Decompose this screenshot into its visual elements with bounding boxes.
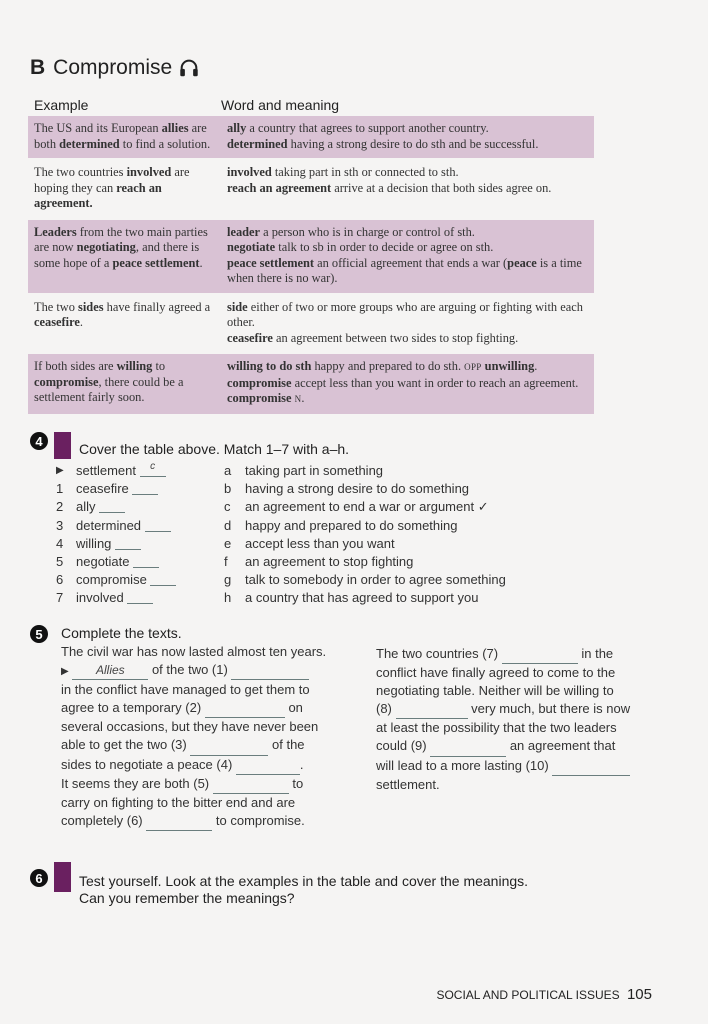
- table-row: [28, 220, 594, 293]
- answer-blank[interactable]: [133, 553, 159, 568]
- text-fragment: completely (6): [61, 812, 143, 828]
- option-text: having a strong desire to do something: [245, 481, 470, 497]
- answer-blank[interactable]: [127, 589, 153, 604]
- item-number: 7: [56, 590, 64, 606]
- match-meanings-list: [224, 462, 506, 608]
- blank-6[interactable]: [146, 812, 212, 831]
- option-text: accept less than you want: [245, 535, 395, 551]
- match-item: [56, 571, 176, 589]
- section-heading: [30, 56, 200, 80]
- exercise-4-instruction: Cover the table above. Match 1–7 with a–h.: [79, 441, 350, 457]
- item-word: involved: [76, 590, 128, 606]
- example-cell: [28, 220, 221, 293]
- vocab-term: negotiate: [227, 240, 276, 254]
- option-letter: c: [224, 499, 231, 515]
- text-run: , and there is some hope of a: [34, 240, 200, 270]
- text-fragment: an agreement that: [509, 738, 616, 754]
- blank-1[interactable]: [231, 661, 309, 680]
- vocab-term: peace settlement: [112, 255, 200, 270]
- item-number: 6: [56, 572, 64, 588]
- item-number: 1: [56, 481, 64, 497]
- vocab-term: compromise: [227, 375, 292, 390]
- match-words-list: [56, 462, 176, 608]
- meaning-line: [227, 121, 588, 137]
- example-cell: [28, 354, 221, 414]
- meaning-line: [227, 376, 588, 408]
- vocab-term: reach an agreement.: [34, 180, 162, 210]
- match-option: [224, 535, 506, 553]
- text-run: are hoping they can: [34, 165, 190, 195]
- blank-5[interactable]: [213, 775, 289, 794]
- exercise-5-instruction: Complete the texts.: [61, 625, 182, 641]
- vocab-term: determined: [59, 136, 120, 151]
- vocab-term: peace settlement: [227, 255, 315, 270]
- vocab-term: side: [227, 299, 248, 314]
- exercise-5-header: [30, 625, 182, 643]
- text-fragment: on: [288, 700, 303, 716]
- text-run: from the two main parties are now: [34, 224, 208, 254]
- match-option: [224, 517, 506, 535]
- item-word: willing: [76, 535, 116, 551]
- meaning-line: [227, 165, 588, 181]
- text-line: several occasions, but they have never been: [61, 719, 319, 735]
- text-run: N: [294, 394, 302, 404]
- text-run: The two: [34, 299, 79, 314]
- text-fragment: very much, but there is now: [471, 701, 631, 717]
- item-number: 3: [56, 517, 64, 533]
- table-row: [28, 116, 594, 158]
- option-text: a country that has agreed to support you: [245, 590, 479, 606]
- section-letter: B: [30, 56, 46, 79]
- text-run: .: [199, 255, 203, 270]
- text-fragment: will lead to a more lasting (10): [376, 757, 549, 773]
- meaning-line: [227, 225, 588, 241]
- text-right: [376, 645, 656, 794]
- vocab-term: willing: [116, 359, 153, 373]
- option-letter: d: [224, 517, 232, 533]
- answer-blank[interactable]: c: [140, 462, 166, 477]
- example-cell: [28, 295, 221, 353]
- text-fragment: It seems they are both (5): [61, 775, 210, 791]
- match-item: [56, 498, 176, 516]
- blank-9[interactable]: [430, 737, 506, 756]
- text-run: to: [152, 359, 166, 373]
- match-option: [224, 589, 506, 607]
- text-run: , there could be a settlement fairly soon.: [34, 374, 184, 404]
- exercise-number: 5: [30, 625, 48, 643]
- blank-7[interactable]: [502, 645, 578, 664]
- vocab-term: ally: [227, 121, 247, 135]
- text-line: conflict have finally agreed to come to the: [376, 665, 616, 681]
- option-letter: a: [224, 463, 232, 478]
- meaning-line: [227, 331, 588, 347]
- answer-blank[interactable]: [99, 498, 125, 513]
- answer-blank[interactable]: [145, 517, 171, 532]
- answer-blank[interactable]: [132, 480, 158, 495]
- text-line: [61, 775, 351, 794]
- page-number: 105: [626, 986, 652, 1003]
- text-run: OPP: [464, 362, 482, 372]
- option-letter: f: [224, 554, 228, 570]
- text-line: settlement.: [376, 776, 440, 792]
- text-line: at least the possibility that the two leaders: [376, 720, 617, 736]
- text-fragment: The two countries (7): [376, 646, 499, 661]
- match-option: [224, 498, 506, 516]
- vocab-term: willing to do sth: [227, 359, 312, 373]
- text-line: in the conflict have managed to get them to: [61, 682, 310, 698]
- vocab-term: leader: [227, 224, 261, 239]
- meaning-cell: [221, 160, 594, 218]
- example-cell: [28, 160, 221, 218]
- item-number: 5: [56, 554, 64, 570]
- text-fragment: could (9): [376, 738, 427, 754]
- item-number: 2: [56, 499, 64, 515]
- match-option: [224, 462, 506, 480]
- item-word: compromise: [76, 572, 151, 588]
- text-run: If both sides are: [34, 359, 117, 373]
- vocab-term: unwilling: [484, 359, 535, 373]
- match-item: [56, 589, 176, 607]
- vocab-term: sides: [78, 299, 104, 314]
- option-text: an agreement to end a war or argument ✓: [245, 499, 489, 515]
- exercise-4-header: [30, 432, 349, 459]
- vocab-term: compromise: [34, 374, 99, 389]
- text-line: [376, 757, 656, 776]
- text-fragment: to: [292, 775, 304, 791]
- exercise-6-instruction: [79, 873, 528, 907]
- meaning-line: [227, 181, 588, 197]
- text-run: an agreement between two sides to stop fighting.: [272, 330, 519, 345]
- answer-blank[interactable]: [115, 535, 141, 550]
- exercise-number: 4: [30, 432, 48, 450]
- text-run: is a time when there is no war).: [227, 255, 582, 285]
- meaning-line: [227, 137, 588, 153]
- option-letter: e: [224, 535, 232, 551]
- text-line: [61, 756, 351, 775]
- text-run: taking part in sth or connected to sth.: [271, 165, 459, 179]
- text-run: to find a solution.: [119, 136, 211, 151]
- cover-card-icon: [54, 432, 71, 459]
- vocabulary-table: [28, 116, 594, 414]
- item-number: 4: [56, 535, 64, 551]
- column-header-example: Example: [34, 97, 89, 113]
- text-run: The two countries: [34, 165, 127, 179]
- text-run: The US and its European: [34, 121, 162, 135]
- vocab-term: Leaders: [34, 224, 77, 239]
- blank-2[interactable]: [205, 699, 285, 718]
- table-row: [28, 354, 594, 414]
- option-letter: g: [224, 572, 232, 588]
- option-text: an agreement to stop fighting: [245, 554, 414, 570]
- text-line: [376, 737, 656, 756]
- text-line: negotiating table. Neither will be willing to: [376, 683, 614, 699]
- text-left: [61, 643, 351, 831]
- meaning-line: [227, 240, 588, 256]
- text-line: carry on fighting to the bitter end and are: [61, 794, 296, 810]
- vocab-term: allies: [161, 121, 189, 135]
- blank-3[interactable]: [190, 736, 268, 755]
- vocab-term: negotiating: [76, 240, 136, 254]
- vocab-term: peace: [507, 255, 537, 270]
- answer-blank[interactable]: [150, 571, 176, 586]
- text-line: [376, 700, 656, 719]
- text-run: .: [534, 359, 538, 373]
- text-run: a country that agrees to support another country.: [246, 121, 489, 135]
- text-line: The civil war has now lasted almost ten years.: [61, 644, 327, 659]
- text-run: having a strong desire to do sth and be successful.: [287, 136, 539, 151]
- item-word: determined: [76, 517, 145, 533]
- text-run: arrive at a decision that both sides agree on.: [331, 180, 552, 195]
- match-item: [56, 535, 176, 553]
- text-run: .: [79, 315, 83, 329]
- option-letter: b: [224, 481, 232, 497]
- option-text: taking part in something: [245, 463, 384, 478]
- option-text: happy and prepared to do something: [245, 517, 458, 533]
- option-text: talk to somebody in order to agree something: [245, 572, 506, 588]
- text-run: .: [301, 391, 305, 405]
- vocab-term: ceasefire: [227, 330, 273, 345]
- text-run: have finally agreed a: [103, 299, 211, 314]
- text-run: are both: [34, 121, 207, 151]
- example-cell: [28, 116, 221, 158]
- meaning-cell: [221, 354, 594, 414]
- blank-10[interactable]: [552, 757, 630, 776]
- text-fragment: of the two (1): [151, 662, 228, 678]
- exercise-number: 6: [30, 869, 48, 887]
- meaning-line: [227, 300, 588, 331]
- text-fragment: (8): [376, 701, 392, 717]
- option-letter: h: [224, 590, 232, 606]
- text-line: [61, 699, 351, 718]
- headphones-icon[interactable]: [178, 57, 200, 79]
- match-item: [56, 517, 176, 535]
- column-header-meaning: Word and meaning: [221, 97, 340, 113]
- text-line: [61, 736, 351, 755]
- text-fragment: agree to a temporary (2): [61, 700, 202, 716]
- item-word: ceasefire: [76, 481, 133, 497]
- vocab-term: determined: [227, 136, 288, 151]
- text-fragment: .: [299, 756, 304, 772]
- item-word: negotiate: [76, 554, 134, 570]
- footer-section: SOCIAL AND POLITICAL ISSUES: [436, 988, 620, 1002]
- cover-card-icon: [54, 862, 71, 892]
- table-row: [28, 160, 594, 218]
- match-item: [56, 553, 176, 571]
- text-fragment: in the: [581, 646, 614, 661]
- meaning-cell: [221, 295, 594, 353]
- exercise-6-header: [30, 862, 528, 907]
- blank-4[interactable]: [236, 756, 300, 775]
- meaning-line: [227, 359, 588, 376]
- section-title: Compromise: [53, 56, 173, 79]
- text-fragment: sides to negotiate a peace (4): [61, 756, 233, 772]
- blank-example[interactable]: Allies: [72, 661, 148, 680]
- vocab-term: compromise: [227, 391, 292, 405]
- text-fragment: to compromise.: [215, 812, 305, 828]
- instruction-line: Can you remember the meanings?: [79, 890, 295, 906]
- text-run: happy and prepared to do sth.: [311, 359, 465, 373]
- item-word: settlement: [76, 463, 140, 478]
- text-run: talk to sb in order to decide or agree on sth.: [275, 240, 494, 254]
- text-fragment: able to get the two (3): [61, 737, 187, 753]
- text-line: [61, 661, 351, 681]
- example-marker: ▶: [61, 666, 69, 678]
- text-run: accept less than you want in order to reach an agreement.: [291, 375, 579, 390]
- table-row: [28, 295, 594, 353]
- vocab-term: reach an agreement: [227, 180, 332, 195]
- text-line: [61, 812, 351, 831]
- match-item: [56, 480, 176, 498]
- match-option: [224, 553, 506, 571]
- match-item: [56, 462, 176, 480]
- vocab-term: involved: [126, 165, 172, 179]
- text-run: either of two or more groups who are arguing or fighting with each other.: [227, 299, 583, 329]
- meaning-cell: [221, 116, 594, 158]
- text-fragment: of the: [272, 737, 305, 753]
- item-number: ▶: [56, 465, 64, 476]
- instruction-line: Test yourself. Look at the examples in the table and cover the meanings.: [79, 873, 529, 889]
- text-run: a person who is in charge or control of sth.: [260, 224, 475, 239]
- vocab-term: ceasefire: [34, 315, 80, 329]
- item-word: ally: [76, 499, 100, 515]
- blank-8[interactable]: [396, 700, 468, 719]
- meaning-line: [227, 256, 588, 287]
- text-line: [376, 645, 656, 664]
- meaning-cell: [221, 220, 594, 293]
- page-footer: [436, 986, 652, 1003]
- text-run: an official agreement that ends a war (: [314, 255, 508, 270]
- match-option: [224, 480, 506, 498]
- match-option: [224, 571, 506, 589]
- vocab-term: involved: [227, 165, 272, 179]
